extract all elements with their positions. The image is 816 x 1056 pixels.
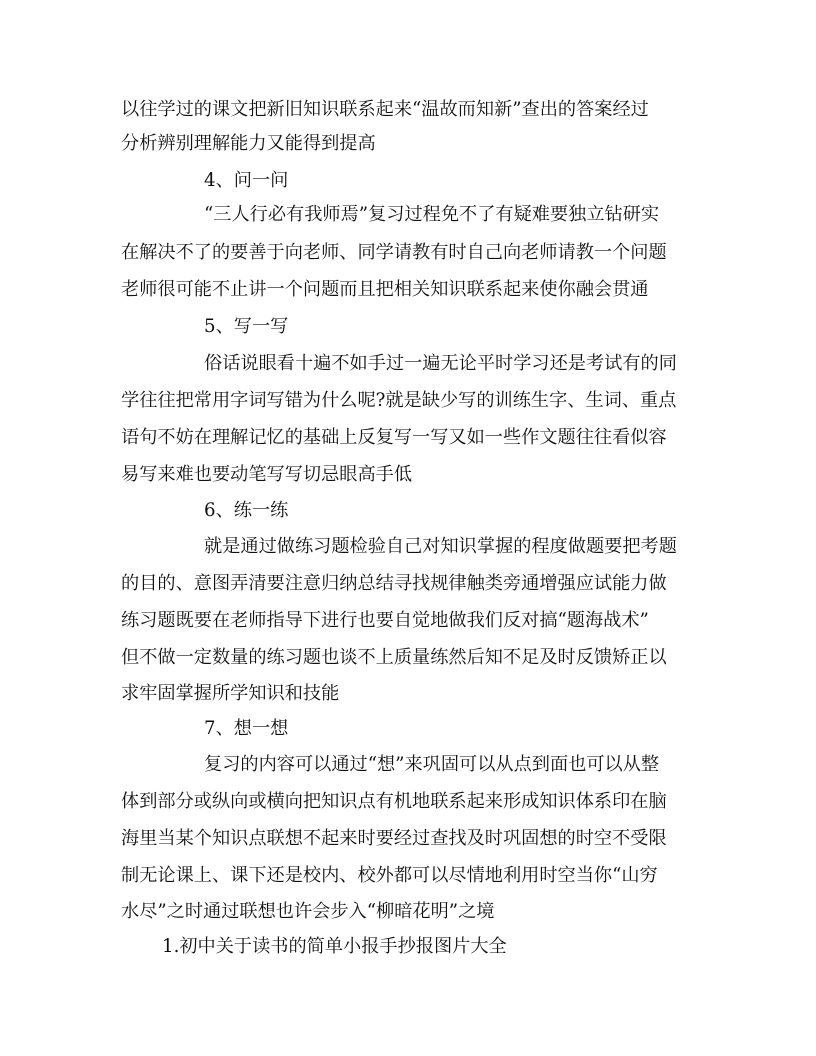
paragraph-line: 以往学过的课文把新旧知识联系起来“温故而知新”查出的答案经过 (121, 99, 649, 120)
related-article-item: 1.初中关于读书的简单小报手抄报图片大全 (162, 936, 507, 957)
paragraph-line: 就是通过做练习题检验自己对知识掌握的程度做题要把考题 (204, 536, 677, 557)
paragraph-line: 复习的内容可以通过“想”来巩固可以从点到面也可以从整 (204, 754, 660, 775)
section-heading-6: 6、练一练 (204, 500, 289, 521)
paragraph-line: 俗话说眼看十遍不如手过一遍无论平时学习还是考试有的同 (204, 353, 677, 374)
paragraph-line: 体到部分或纵向或横向把知识点有机地联系起来形成知识体系印在脑 (121, 791, 667, 812)
paragraph-line: 水尽”之时通过联想也许会步入“柳暗花明”之境 (121, 901, 495, 922)
section-heading-4: 4、问一问 (204, 170, 289, 191)
paragraph-line: 学往往把常用字词写错为什么呢?就是缺少写的训练生字、生词、重点 (121, 390, 677, 411)
paragraph-line: 分析辨别理解能力又能得到提高 (121, 133, 376, 154)
paragraph-line: 求牢固掌握所学知识和技能 (121, 683, 340, 704)
paragraph-line: 海里当某个知识点联想不起来时要经过查找及时巩固想的时空不受限 (121, 828, 667, 849)
section-heading-7: 7、想一想 (204, 718, 289, 739)
paragraph-line: 练习题既要在老师指导下进行也要自觉地做我们反对搞“题海战术” (121, 610, 649, 631)
paragraph-line: 但不做一定数量的练习题也谈不上质量练然后知不足及时反馈矫正以 (121, 647, 667, 668)
paragraph-line: 易写来难也要动笔写写切忌眼高手低 (121, 464, 413, 485)
paragraph-line: “三人行必有我师焉”复习过程免不了有疑难要独立钻研实 (204, 204, 660, 225)
paragraph-line: 语句不妨在理解记忆的基础上反复写一写又如一些作文题往往看似容 (121, 427, 667, 448)
paragraph-line: 的目的、意图弄清要注意归纳总结寻找规律触类旁通增强应试能力做 (121, 573, 667, 594)
section-heading-5: 5、写一写 (204, 316, 289, 337)
paragraph-line: 制无论课上、课下还是校内、校外都可以尽情地利用时空当你“山穷 (121, 865, 658, 886)
paragraph-line: 在解决不了的要善于向老师、同学请教有时自己向老师请教一个问题 (121, 242, 667, 263)
paragraph-line: 老师很可能不止讲一个问题而且把相关知识联系起来使你融会贯通 (121, 279, 649, 300)
